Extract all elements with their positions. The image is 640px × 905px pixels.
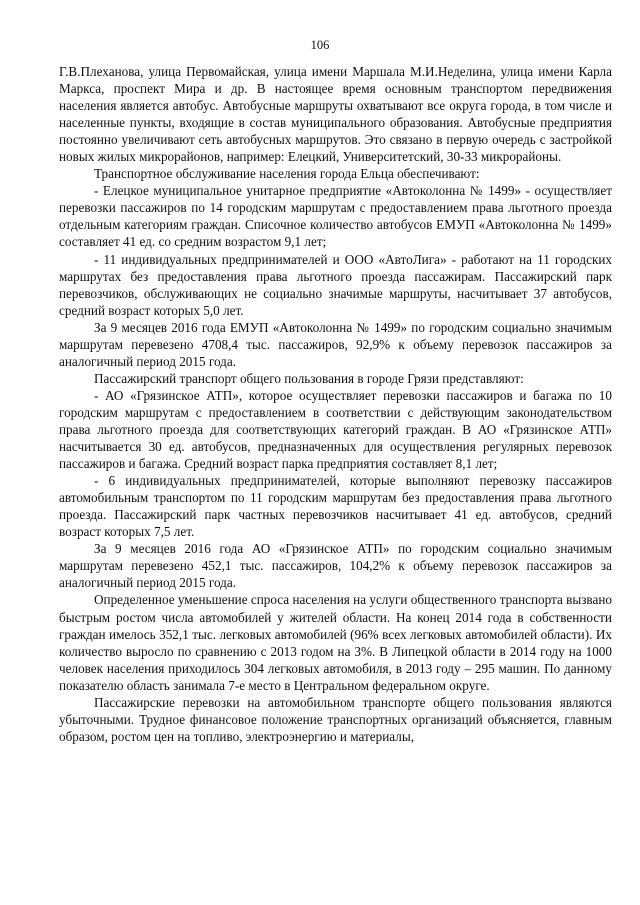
paragraph-losses: Пассажирские перевозки на автомобильном транспорте общего пользования являются убыточными. Трудное финансовое положение транспортных организаций объясняется, главным образом, ростом цен на топливо, электроэнергию и материалы, (59, 694, 612, 744)
page-number: 106 (310, 38, 330, 52)
paragraph-demand-decline: Определенное уменьшение спроса населения на услуги общественного транспорта вызвано быстрым ростом числа автомобилей у жителей области. На конец 2014 года в собственности граждан имелось 352,1 тыс. легковых автомобилей (96% всех легковых автомобилей области). Их количество выросло по сравнению с 2013 годом на 3%. В Липецкой области в 2014 году на 1000 человек населения приходилось 304 легковых автомобиля, в 2013 году – 295 машин. По данному показателю область занимала 7-е место в Центральном федеральном округе. (59, 592, 612, 693)
list-item-private-operators: - 6 индивидуальных предпринимателей, которые выполняют перевозку пассажиров автомобильным транспортом по 11 городским маршрутам без предоставления права льготного проезда. Пассажирский парк частных перевозчиков насчитывает 41 ед. автобусов, средний возраст которых 7,5 лет. (59, 473, 612, 540)
document-body (59, 63, 612, 745)
list-item-avtoliga: - 11 индивидуальных предпринимателей и ООО «АвтоЛига» - работают на 11 городских маршрутах без предоставления права льготного проезда пассажирам. Пассажирский парк перевозчиков, обслуживающих не социально значимые маршруты, насчитывает 37 автобусов, средний возраст которых 5,0 лет. (59, 251, 612, 318)
list-item-avtokolonna: - Елецкое муниципальное унитарное предприятие «Автоколонна № 1499» - осуществляет перевозки пассажиров по 14 городским маршрутам с предоставлением права льготного проезда отдельным категориям граждан. Списочное количество автобусов ЕМУП «Автоколонна № 1499» составляет 41 ед. со средним возрастом 9,1 лет; (59, 183, 612, 250)
paragraph-gryazi-intro: Пассажирский транспорт общего пользования в городе Грязи представляют: (94, 370, 524, 386)
paragraph-elets-intro: Транспортное обслуживание населения города Ельца обеспечивают: (94, 166, 480, 182)
paragraph-elets-stats: За 9 месяцев 2016 года ЕМУП «Автоколонна № 1499» по городским социально значимым маршрутам перевезено 4708,4 тыс. пассажиров, 92,9% к объему перевозок пассажиров за аналогичный период 2015 года. (59, 319, 612, 369)
paragraph-continuation: Г.В.Плеханова, улица Первомайская, улица имени Маршала М.И.Неделина, улица имени Карла Маркса, проспект Мира и др. В настоящее время основным транспортом передвижения населения является автобус. Автобусные маршруты охватывают все округа города, в том числе и населенные пункты, входящие в состав муниципального образования. Автобусные предприятия постоянно увеличивают сеть автобусных маршрутов. Это связано в первую очередь с застройкой новых жилых микрорайонов, например: Елецкий, Университетский, 30-33 микрорайоны. (59, 64, 612, 165)
list-item-gryazinskoe-atp: - АО «Грязинское АТП», которое осуществляет перевозки пассажиров и багажа по 10 городским маршрутам с предоставлением в соответствии с действующим законодательством права льготного проезда для соответствующих категорий граждан. В АО «Грязинское АТП» насчитывается 30 ед. автобусов, предназначенных для осуществления регулярных перевозок пассажиров и багажа. Средний возраст парка предприятия составляет 8,1 лет; (59, 387, 612, 472)
paragraph-gryazi-stats: За 9 месяцев 2016 года АО «Грязинское АТП» по городским социально значимым маршрутам перевезено 452,1 тыс. пассажиров, 104,2% к объему перевозок пассажиров за аналогичный период 2015 года. (59, 541, 612, 591)
